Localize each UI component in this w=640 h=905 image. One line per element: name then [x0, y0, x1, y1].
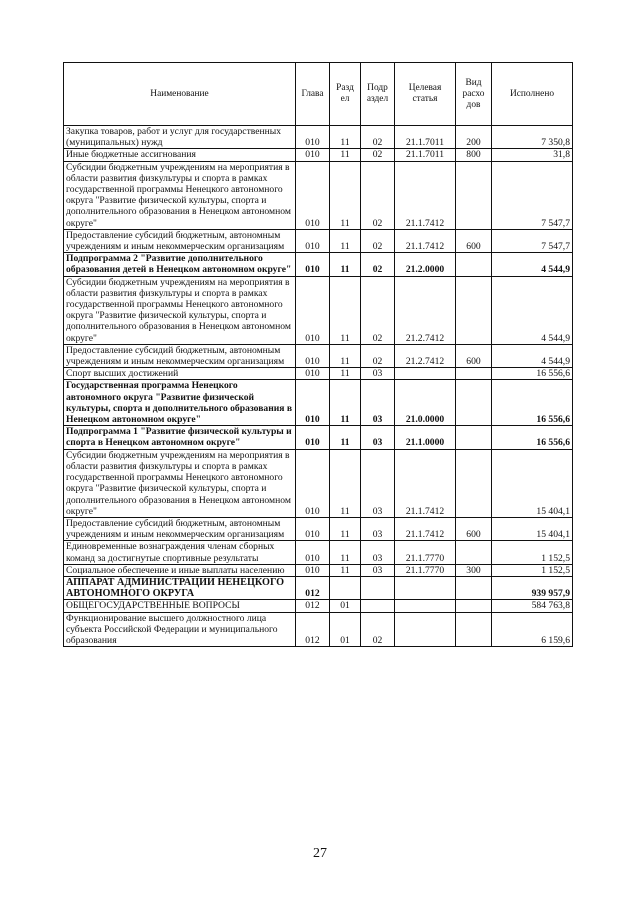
- row-section: 11: [330, 253, 361, 276]
- row-name: Иные бюджетные ассигнования: [64, 149, 296, 161]
- row-subsection: 02: [361, 149, 395, 161]
- row-name: Предоставление субсидий бюджетным, автономным учреждениям и иным некоммерческим организациям: [64, 344, 296, 367]
- row-executed: 4 544,9: [492, 253, 573, 276]
- row-chapter: 010: [296, 276, 330, 344]
- row-section: 11: [330, 564, 361, 576]
- row-section: 01: [330, 612, 361, 647]
- row-executed: 7 547,7: [492, 161, 573, 229]
- row-executed: 15 404,1: [492, 517, 573, 540]
- row-executed: 6 159,6: [492, 612, 573, 647]
- row-section: 11: [330, 344, 361, 367]
- row-name: Субсидии бюджетным учреждениям на мероприятия в области развития физкультуры и спорта в рамках государственной программы Ненецкого автономного округа "Развитие физической культуры, спорта и дополнительного образования в Ненецком автономном округе": [64, 161, 296, 229]
- row-executed: 7 350,8: [492, 126, 573, 149]
- row-subsection: 02: [361, 253, 395, 276]
- row-expense-type: [456, 541, 492, 564]
- row-executed: 31,8: [492, 149, 573, 161]
- row-executed: 1 152,5: [492, 541, 573, 564]
- row-chapter: 012: [296, 612, 330, 647]
- table-row: [64, 517, 573, 540]
- row-expense-type: [456, 253, 492, 276]
- table-row: [64, 149, 573, 161]
- row-chapter: 010: [296, 149, 330, 161]
- row-section: [330, 576, 361, 599]
- row-name: Предоставление субсидий бюджетным, автономным учреждениям и иным некоммерческим организациям: [64, 229, 296, 252]
- row-executed: 16 556,6: [492, 426, 573, 449]
- row-chapter: 010: [296, 517, 330, 540]
- row-expense-type: [456, 426, 492, 449]
- row-executed: 939 957,9: [492, 576, 573, 599]
- row-chapter: 010: [296, 161, 330, 229]
- row-chapter: 010: [296, 253, 330, 276]
- table-row: [64, 126, 573, 149]
- table-row: [64, 368, 573, 380]
- table-row: [64, 449, 573, 517]
- row-expense-type: [456, 161, 492, 229]
- row-executed: 4 544,9: [492, 344, 573, 367]
- row-chapter: 010: [296, 541, 330, 564]
- row-subsection: 03: [361, 380, 395, 426]
- row-expense-type: [456, 276, 492, 344]
- row-subsection: 02: [361, 161, 395, 229]
- row-executed: 7 547,7: [492, 229, 573, 252]
- row-target: 21.1.0000: [395, 426, 456, 449]
- row-subsection: 03: [361, 368, 395, 380]
- row-target: [395, 576, 456, 599]
- table-row: [64, 253, 573, 276]
- row-chapter: 010: [296, 380, 330, 426]
- row-chapter: 012: [296, 576, 330, 599]
- row-target: 21.2.0000: [395, 253, 456, 276]
- row-target: [395, 612, 456, 647]
- row-chapter: 010: [296, 564, 330, 576]
- row-name: Спорт высших достижений: [64, 368, 296, 380]
- row-section: 11: [330, 368, 361, 380]
- row-target: 21.2.7412: [395, 276, 456, 344]
- row-target: 21.0.0000: [395, 380, 456, 426]
- row-executed: 4 544,9: [492, 276, 573, 344]
- row-expense-type: 200: [456, 126, 492, 149]
- table-row: [64, 426, 573, 449]
- row-name: Субсидии бюджетным учреждениям на мероприятия в области развития физкультуры и спорта в рамках государственной программы Ненецкого автономного округа "Развитие физической культуры, спорта и дополнительного образования в Ненецком автономном округе": [64, 276, 296, 344]
- row-name: Функционирование высшего должностного лица субъекта Российской Федерации и муниципального образования: [64, 612, 296, 647]
- header-chapter: Глава: [296, 63, 330, 126]
- row-target: 21.1.7412: [395, 161, 456, 229]
- row-subsection: 02: [361, 276, 395, 344]
- row-name: Подпрограмма 1 "Развитие физической культуры и спорта в Ненецком автономном округе": [64, 426, 296, 449]
- row-subsection: [361, 600, 395, 612]
- header-subsection: Подр аздел: [361, 63, 395, 126]
- table-row: [64, 344, 573, 367]
- row-target: 21.1.7412: [395, 229, 456, 252]
- table-row: [64, 600, 573, 612]
- header-name: Наименование: [64, 63, 296, 126]
- table-row: [64, 576, 573, 599]
- budget-table: [63, 62, 573, 647]
- row-expense-type: [456, 612, 492, 647]
- row-name: Государственная программа Ненецкого автономного округа "Развитие физической культуры, спорта и дополнительного образования в Ненецком автономном округе": [64, 380, 296, 426]
- table-header-row: [64, 63, 573, 126]
- row-expense-type: 600: [456, 344, 492, 367]
- row-section: 11: [330, 161, 361, 229]
- table-row: [64, 541, 573, 564]
- row-expense-type: [456, 449, 492, 517]
- row-section: 11: [330, 126, 361, 149]
- row-expense-type: 300: [456, 564, 492, 576]
- row-expense-type: [456, 380, 492, 426]
- table-row: [64, 229, 573, 252]
- row-section: 11: [330, 449, 361, 517]
- row-subsection: 02: [361, 344, 395, 367]
- row-subsection: 02: [361, 126, 395, 149]
- row-target: 21.1.7412: [395, 449, 456, 517]
- row-subsection: 02: [361, 229, 395, 252]
- table-row: [64, 380, 573, 426]
- row-section: 11: [330, 380, 361, 426]
- row-name: Субсидии бюджетным учреждениям на мероприятия в области развития физкультуры и спорта в рамках государственной программы Ненецкого автономного округа "Развитие физической культуры, спорта и дополнительного образования в Ненецком автономном округе": [64, 449, 296, 517]
- row-chapter: 010: [296, 426, 330, 449]
- row-subsection: 03: [361, 426, 395, 449]
- row-chapter: 010: [296, 449, 330, 517]
- row-section: 11: [330, 149, 361, 161]
- row-chapter: 012: [296, 600, 330, 612]
- table-row: [64, 161, 573, 229]
- row-subsection: 03: [361, 449, 395, 517]
- row-section: 11: [330, 276, 361, 344]
- row-chapter: 010: [296, 368, 330, 380]
- table-row: [64, 612, 573, 647]
- table-row: [64, 564, 573, 576]
- row-expense-type: [456, 600, 492, 612]
- row-target: 21.1.7412: [395, 517, 456, 540]
- row-name: Подпрограмма 2 "Развитие дополнительного образования детей в Ненецком автономном округе": [64, 253, 296, 276]
- row-subsection: 02: [361, 612, 395, 647]
- row-name: Единовременные вознаграждения членам сборных команд за достигнутые спортивные результаты: [64, 541, 296, 564]
- row-executed: 15 404,1: [492, 449, 573, 517]
- row-chapter: 010: [296, 229, 330, 252]
- row-subsection: 03: [361, 517, 395, 540]
- row-executed: 16 556,6: [492, 380, 573, 426]
- row-target: [395, 368, 456, 380]
- row-name: ОБЩЕГОСУДАРСТВЕННЫЕ ВОПРОСЫ: [64, 600, 296, 612]
- row-target: 21.1.7011: [395, 126, 456, 149]
- row-chapter: 010: [296, 126, 330, 149]
- row-expense-type: 600: [456, 517, 492, 540]
- row-target: 21.1.7770: [395, 564, 456, 576]
- row-expense-type: 600: [456, 229, 492, 252]
- row-executed: 16 556,6: [492, 368, 573, 380]
- row-subsection: 03: [361, 564, 395, 576]
- row-subsection: [361, 576, 395, 599]
- row-name: Предоставление субсидий бюджетным, автономным учреждениям и иным некоммерческим организациям: [64, 517, 296, 540]
- row-executed: 584 763,8: [492, 600, 573, 612]
- row-target: 21.1.7011: [395, 149, 456, 161]
- header-executed: Исполнено: [492, 63, 573, 126]
- page-number: 27: [313, 846, 327, 861]
- row-name: Социальное обеспечение и иные выплаты населению: [64, 564, 296, 576]
- row-name: Закупка товаров, работ и услуг для государственных (муниципальных) нужд: [64, 126, 296, 149]
- row-section: 11: [330, 541, 361, 564]
- header-expense-type: Вид расхо дов: [456, 63, 492, 126]
- row-section: 01: [330, 600, 361, 612]
- row-target: [395, 600, 456, 612]
- row-target: 21.1.7770: [395, 541, 456, 564]
- row-expense-type: [456, 576, 492, 599]
- header-target: Целевая статья: [395, 63, 456, 126]
- header-section: Разд ел: [330, 63, 361, 126]
- row-name: АППАРАТ АДМИНИСТРАЦИИ НЕНЕЦКОГО АВТОНОМНОГО ОКРУГА: [64, 576, 296, 599]
- table-row: [64, 276, 573, 344]
- table-body: [64, 126, 573, 647]
- row-expense-type: 800: [456, 149, 492, 161]
- row-section: 11: [330, 517, 361, 540]
- row-target: 21.2.7412: [395, 344, 456, 367]
- row-section: 11: [330, 426, 361, 449]
- row-chapter: 010: [296, 344, 330, 367]
- row-executed: 1 152,5: [492, 564, 573, 576]
- row-section: 11: [330, 229, 361, 252]
- row-subsection: 03: [361, 541, 395, 564]
- row-expense-type: [456, 368, 492, 380]
